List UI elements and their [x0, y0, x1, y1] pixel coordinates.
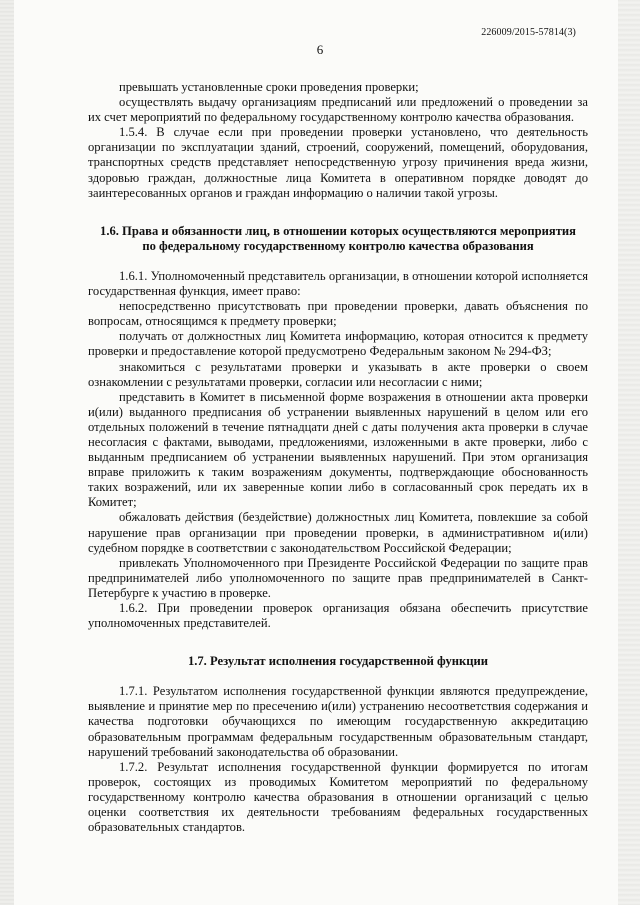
document-body: [88, 80, 588, 835]
paragraph: представить в Комитет в письменной форме возражения в отношении акта проверки и(или) выданного предписания об устранении выявленных нарушений в целом или его отдельных положений в течение пятнадцати дней с даты получения акта проверки в случае несогласия с фактами, выводами, предложениями, изложенными в акте проверки, либо с выданным предписанием об устранении выявленных нарушений. При этом организация вправе приложить к таким возражениям документы, подтверждающие обоснованность таких возражений, или их заверенные копии либо в согласованный срок передать их в Комитет;: [88, 389, 588, 510]
paragraph: 1.7.2. Результат исполнения государственной функции формируется по итогам проверок, состоящих из проводимых Комитетом мероприятий по федеральному государственному контролю качества образования в отношении организаций с целью оценки соответствия их деятельности требованиям федеральных государственных образовательных стандартов.: [88, 759, 588, 835]
paragraph: 1.6.2. При проведении проверок организация обязана обеспечить присутствие уполномоченных представителей.: [88, 601, 588, 631]
paragraph: получать от должностных лиц Комитета информацию, которая относится к предмету проверки и предоставление которой предусмотрено Федеральным законом № 294-ФЗ;: [88, 329, 588, 359]
paragraph: превышать установленные сроки проведения проверки;: [119, 80, 419, 94]
paragraph: 1.5.4. В случае если при проведении проверки установлено, что деятельность организации по эксплуатации зданий, строений, сооружений, помещений, оборудования, транспортных средств представляет непосредственную угрозу причинения вреда жизни, здоровью граждан, должностные лица Комитета в оперативном порядке доводят до заинтересованных органов и граждан информацию о наличии такой угрозы.: [88, 125, 588, 200]
paragraph: привлекать Уполномоченного при Президенте Российской Федерации по защите прав предпринимателей либо уполномоченного по защите прав предпринимателей в Санкт-Петербурге к участию в проверке.: [88, 555, 588, 600]
paragraph: 1.6.1. Уполномоченный представитель организации, в отношении которой исполняется государственная функция, имеет право:: [88, 268, 588, 299]
paragraph: непосредственно присутствовать при проведении проверки, давать объяснения по вопросам, относящимся к предмету проверки;: [88, 299, 588, 329]
section-heading-1-7: 1.7. Результат исполнения государственной функции: [187, 654, 489, 669]
scan-edge-left: [0, 0, 14, 905]
paragraph: знакомиться с результатами проверки и указывать в акте проверки о своем ознакомлении с результатами проверки, согласии или несогласии с ними;: [88, 359, 588, 389]
paragraph: осуществлять выдачу организациям предписаний или предложений о проведении за их счет мероприятий по федеральному государственному контролю качества образования.: [88, 95, 588, 125]
section-heading-line: по федеральному государственному контролю качества образования: [142, 238, 534, 253]
paragraph: обжаловать действия (бездействие) должностных лиц Комитета, повлекшие за собой нарушение прав организации при проведении проверки, в административном и(или) судебном порядке в соответствии с законодательством Российской Федерации;: [88, 510, 588, 555]
paragraph: 1.7.1. Результатом исполнения государственной функции являются предупреждение, выявление и принятие мер по пресечению и(или) устранению несоответствия содержания и качества подготовки обучающихся по имеющим государственную аккредитацию образовательным программам федеральным государственным образовательным стандарт, нарушений требований законодательства об образовании.: [88, 684, 588, 759]
section-heading-1-6: [88, 224, 588, 254]
document-number: 226009/2015-57814(3): [481, 27, 576, 38]
page-number: 6: [316, 42, 324, 57]
scan-edge-right: [618, 0, 640, 905]
section-heading-line: 1.6. Права и обязанности лиц, в отношении которых осуществляются мероприятия: [100, 223, 576, 238]
